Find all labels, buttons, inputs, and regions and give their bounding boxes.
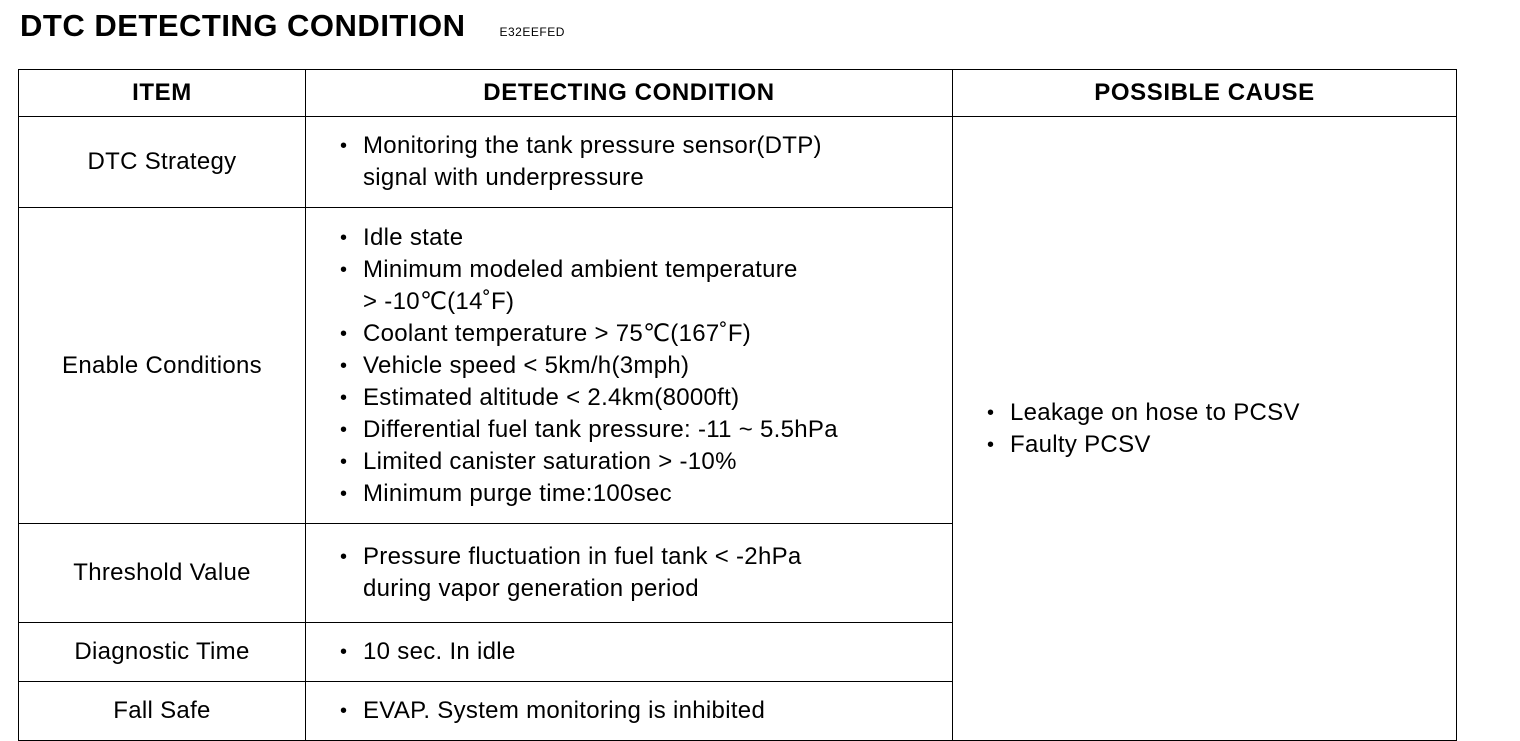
item-cell-threshold-value: Threshold Value — [19, 524, 306, 623]
bullet-icon: • — [987, 433, 995, 456]
list-item: • Faulty PCSV — [987, 429, 1446, 461]
bullet-icon: • — [340, 641, 348, 663]
condition-cell-threshold-value — [306, 524, 953, 623]
list-item: • Coolant temperature > 75℃(167˚F) — [340, 318, 942, 350]
condition-cell-enable-conditions — [306, 208, 953, 524]
bullet-icon: • — [340, 226, 348, 249]
condition-list — [340, 222, 942, 510]
bullet-icon: • — [340, 418, 348, 441]
possible-cause-cell — [953, 117, 1457, 741]
condition-cell-dtc-strategy — [306, 117, 953, 208]
list-item: • Minimum modeled ambient temperature > -10℃(14˚F) — [340, 255, 798, 315]
table-header-row — [19, 70, 1457, 117]
condition-list — [340, 130, 942, 194]
list-item: • Limited canister saturation > -10% — [340, 446, 942, 478]
column-header-detecting-condition: DETECTING CONDITION — [306, 70, 953, 117]
column-header-possible-cause: POSSIBLE CAUSE — [953, 70, 1457, 117]
dtc-detecting-condition-table — [18, 69, 1457, 741]
bullet-icon: • — [340, 450, 348, 473]
title-row — [20, 6, 565, 46]
bullet-icon: • — [340, 258, 348, 281]
item-cell-fall-safe: Fall Safe — [19, 682, 306, 741]
item-cell-diagnostic-time: Diagnostic Time — [19, 623, 306, 682]
bullet-icon: • — [340, 322, 348, 345]
bullet-icon: • — [340, 135, 348, 157]
bullet-icon: • — [340, 482, 348, 505]
item-cell-enable-conditions: Enable Conditions — [19, 208, 306, 524]
list-item: • EVAP. System monitoring is inhibited — [340, 695, 942, 727]
list-item: • Idle state — [340, 222, 942, 254]
condition-cell-fall-safe — [306, 682, 953, 741]
list-item: • Minimum purge time:100sec — [340, 478, 942, 510]
list-item: • Pressure fluctuation in fuel tank < -2hPa during vapor generation period — [340, 543, 802, 602]
list-item: • 10 sec. In idle — [340, 636, 942, 668]
bullet-icon: • — [340, 700, 348, 722]
condition-cell-diagnostic-time — [306, 623, 953, 682]
bullet-icon: • — [340, 354, 348, 377]
document-code: E32EEFED — [499, 25, 565, 39]
column-header-item: ITEM — [19, 70, 306, 117]
list-item: • Leakage on hose to PCSV — [987, 397, 1446, 429]
list-item: • Differential fuel tank pressure: -11 ~ 5.5hPa — [340, 414, 942, 446]
item-cell-dtc-strategy: DTC Strategy — [19, 117, 306, 208]
list-item: • Monitoring the tank pressure sensor(DTP) signal with underpressure — [340, 132, 822, 191]
table-row-dtc-strategy — [19, 117, 1457, 208]
page-title: DTC DETECTING CONDITION — [20, 8, 466, 43]
possible-cause-list — [987, 397, 1446, 461]
list-item: • Estimated altitude < 2.4km(8000ft) — [340, 382, 942, 414]
bullet-icon: • — [340, 386, 348, 409]
condition-list — [340, 636, 942, 668]
condition-list — [340, 695, 942, 727]
list-item: • Vehicle speed < 5km/h(3mph) — [340, 350, 942, 382]
bullet-icon: • — [987, 401, 995, 424]
condition-list — [340, 541, 942, 605]
bullet-icon: • — [340, 546, 348, 568]
